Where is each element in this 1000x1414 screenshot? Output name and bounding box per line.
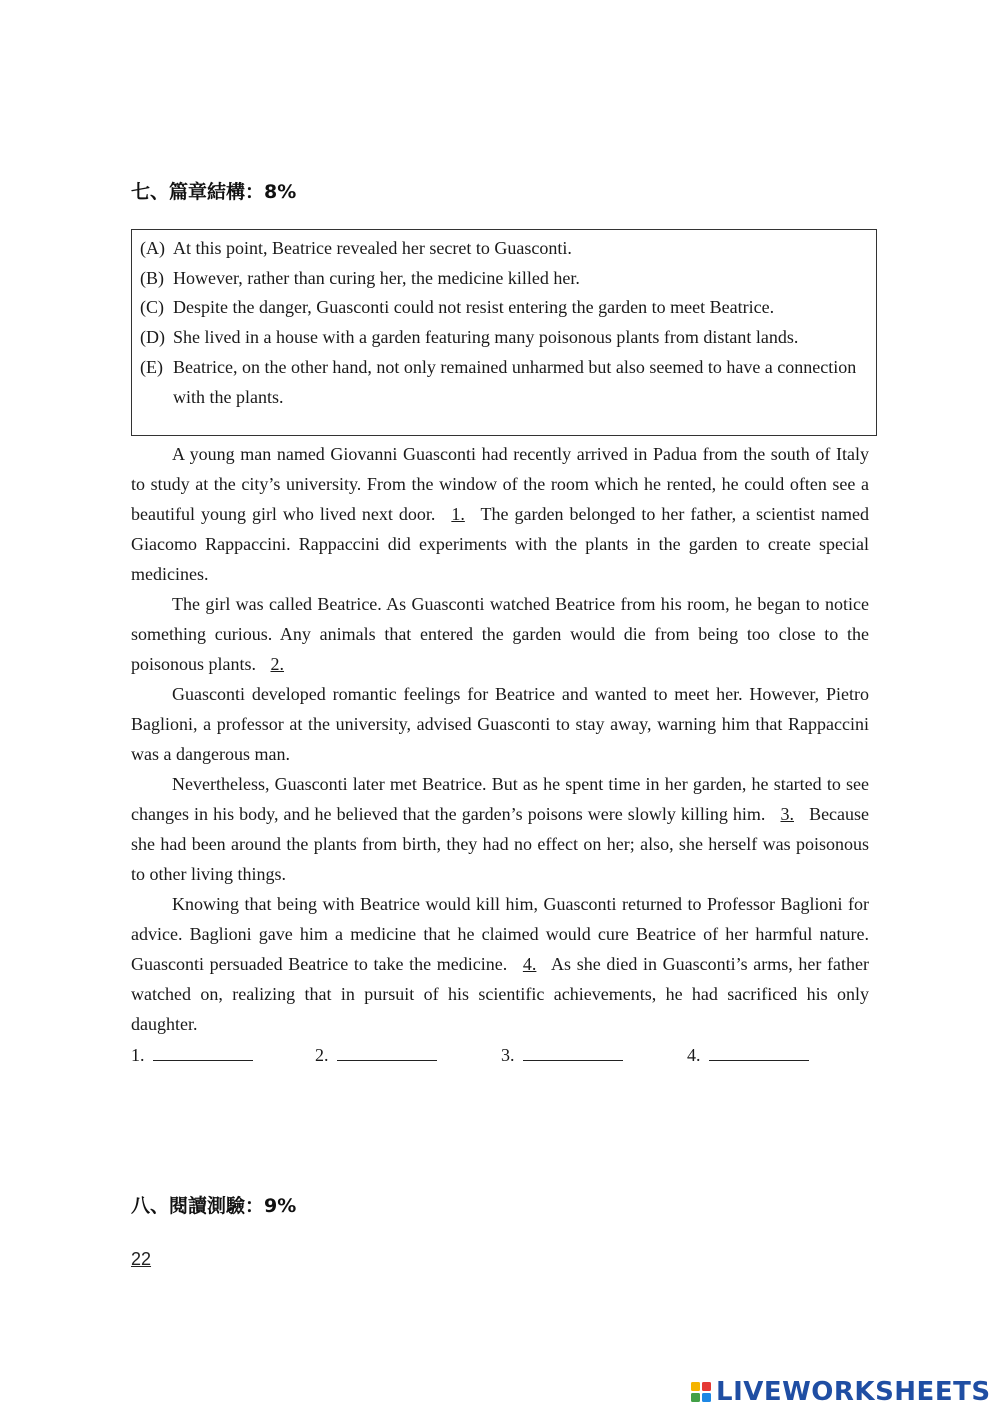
passage-text: The garden belonged to her father, a scientist named Giacomo Rappaccini. Rappaccini did experiments with the plants in the garden to create special medicines. [131, 504, 870, 584]
option-label: (B) [140, 267, 164, 288]
option-text: She lived in a house with a garden featuring many poisonous plants from distant lands. [173, 327, 799, 348]
answer-4 [687, 1041, 809, 1068]
passage-text: Nevertheless, Guasconti later met Beatrice. But as he spent time in her garden, he started to see changes in his body, and he believed that the garden’s poisons were slowly killing him. [131, 774, 869, 824]
option-a [140, 234, 876, 264]
option-text: Despite the danger, Guasconti could not resist entering the garden to meet Beatrice. [173, 297, 775, 318]
options-box [131, 229, 877, 436]
option-text: At this point, Beatrice revealed her secret to Guasconti. [173, 238, 572, 258]
answer-input-2[interactable] [337, 1041, 437, 1061]
answer-input-1[interactable] [153, 1041, 253, 1061]
answer-input-3[interactable] [523, 1041, 623, 1061]
answer-label: 3. [501, 1045, 515, 1065]
option-label: (E) [140, 356, 163, 377]
answer-label: 1. [131, 1045, 145, 1065]
option-e [140, 353, 876, 412]
answer-3 [501, 1041, 623, 1068]
brand-logo [690, 1374, 991, 1410]
answer-input-4[interactable] [709, 1041, 809, 1061]
answer-2 [315, 1041, 437, 1068]
option-label: (C) [140, 297, 164, 318]
section-7-heading: 七、篇章結構：8% [131, 181, 297, 203]
passage-paragraph-3 [131, 679, 869, 769]
blank-2: 2. [270, 654, 285, 674]
passage-paragraph-1 [131, 439, 869, 589]
answer-1 [131, 1041, 253, 1068]
option-text: Beatrice, on the other hand, not only remained unharmed but also seemed to have a connection with the plants. [173, 356, 857, 407]
option-text: However, rather than curing her, the medicine killed her. [173, 267, 580, 288]
option-label: (A) [140, 238, 165, 258]
blank-3: 3. [780, 804, 794, 824]
passage-paragraph-2 [131, 589, 869, 679]
brand-name: LIVEWORKSHEETS [716, 1377, 991, 1407]
reading-passage [131, 439, 869, 1039]
passage-paragraph-5 [131, 889, 869, 1039]
answer-label: 4. [687, 1045, 701, 1065]
blank-4: 4. [522, 954, 537, 974]
option-d [140, 323, 876, 353]
passage-text: Guasconti developed romantic feelings for Beatrice and wanted to meet her. However, Pietro Baglioni, a professor at the university, advised Guasconti to stay away, warning him that Rappaccini was a dangerous man. [131, 684, 869, 764]
blank-1: 1. [451, 504, 465, 524]
passage-text: Knowing that being with Beatrice would kill him, Guasconti returned to Professor Baglioni for advice. Baglioni gave him a medicine that he claimed would cure Beatrice of her harmful nature. Guasconti persuaded Beatrice to take the medicine. [131, 894, 869, 974]
option-label: (D) [140, 327, 165, 348]
option-b [140, 264, 876, 294]
passage-text: A young man named Giovanni Guasconti had recently arrived in Padua from the south of Italy to study at the city’s university. From the window of the room which he rented, he could often see a beautiful young girl who lived next door. [131, 444, 869, 524]
section-8-heading: 八、閱讀測驗：9% [131, 1195, 297, 1217]
passage-text: Because she had been around the plants from birth, they had no effect on her; also, she herself was poisonous to other living things. [131, 804, 870, 884]
page-number: 22 [131, 1249, 152, 1269]
passage-paragraph-4 [131, 769, 869, 889]
liveworksheets-logo-icon [690, 1380, 712, 1404]
passage-text: As she died in Guasconti’s arms, her father watched on, realizing that in pursuit of his scientific achievements, he had sacrificed his only daughter. [131, 954, 869, 1034]
answer-label: 2. [315, 1045, 329, 1065]
option-c [140, 293, 876, 323]
passage-text: The girl was called Beatrice. As Guasconti watched Beatrice from his room, he began to notice something curious. Any animals that entered the garden would die from being too close to the poisonous plants. [131, 594, 869, 674]
